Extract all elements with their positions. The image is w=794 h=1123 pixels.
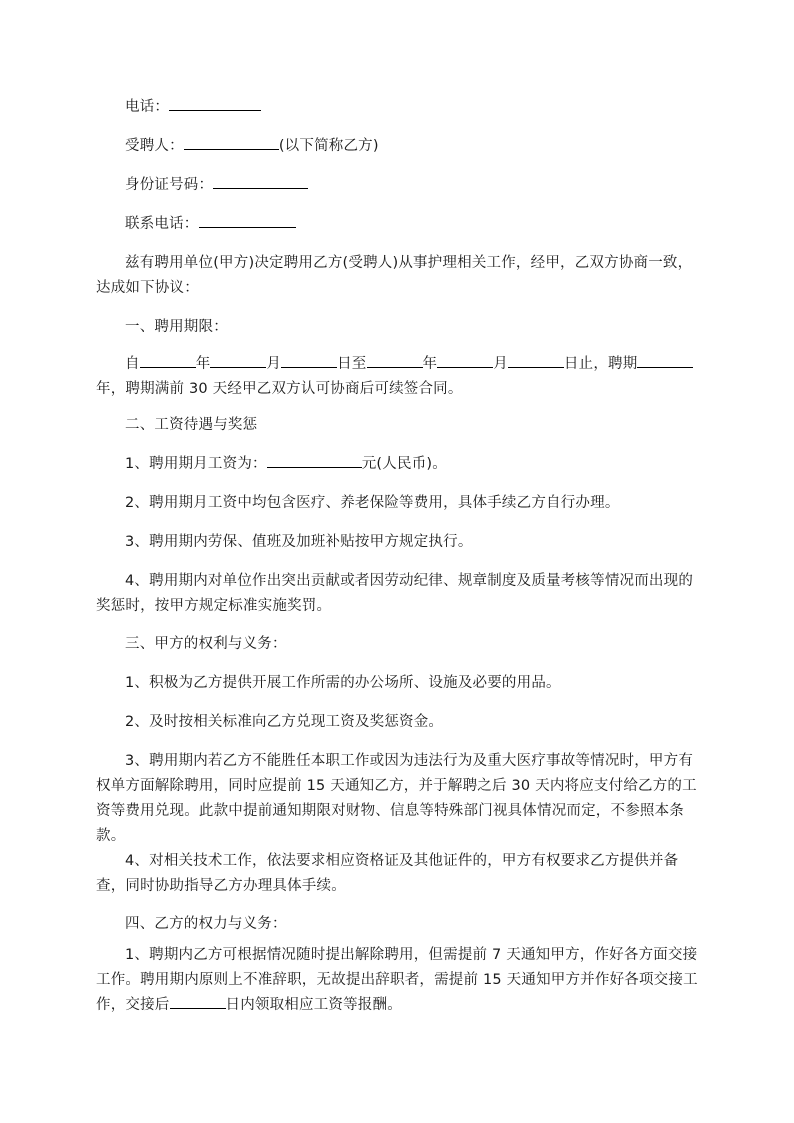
hiree-suffix: (以下简称乙方) bbox=[278, 138, 379, 154]
section2-heading: 二、工资待遇与奖惩 bbox=[125, 417, 258, 433]
section3-heading: 三、甲方的权利与义务： bbox=[125, 636, 287, 652]
section2-item2: 2、聘用期月工资中均包含医疗、养老保险等费用，具体手续乙方自行办理。 bbox=[125, 495, 620, 511]
contact-label: 联系电话： bbox=[125, 216, 199, 232]
salary-prefix: 1、聘用期月工资为： bbox=[125, 456, 267, 472]
phone-label: 电话： bbox=[125, 99, 170, 115]
from-text: 自 bbox=[125, 356, 140, 372]
month-text: 月 bbox=[493, 356, 508, 372]
start-month-blank bbox=[210, 353, 266, 368]
start-day-blank bbox=[281, 353, 337, 368]
section2-item3: 3、聘用期内劳保、值班及加班补贴按甲方规定执行。 bbox=[125, 534, 473, 550]
section1-period bbox=[96, 352, 701, 402]
hiree-label: 受聘人： bbox=[125, 138, 184, 154]
section4-item1 bbox=[96, 943, 701, 1018]
hiree-blank bbox=[184, 135, 279, 150]
day-end-text: 日止，聘期 bbox=[563, 356, 638, 372]
resign-suffix: 日内领取相应工资等报酬。 bbox=[225, 997, 402, 1013]
year-text: 年 bbox=[422, 356, 438, 372]
hiree-field-line bbox=[96, 134, 701, 159]
start-year-blank bbox=[140, 353, 196, 368]
section4-heading: 四、乙方的权力与义务： bbox=[125, 916, 287, 932]
salary-blank bbox=[267, 453, 362, 468]
phone-field-line bbox=[96, 95, 701, 120]
id-blank bbox=[213, 174, 308, 189]
intro-paragraph: 兹有聘用单位(甲方)决定聘用乙方(受聘人)从事护理相关工作，经甲，乙双方协商一致，达成如下协议： bbox=[96, 255, 693, 296]
section1-heading: 一、聘用期限： bbox=[125, 319, 228, 335]
section3-item4: 4、对相关技术工作，依法要求相应资格证及其他证件的，甲方有权要求乙方提供并备查，同时协助指导乙方办理具体手续。 bbox=[96, 853, 679, 894]
section3-item3: 3、聘用期内若乙方不能胜任本职工作或因为违法行为及重大医疗事故等情况时，甲方有权单方面解除聘用，同时应提前 15 天通知乙方，并于解聘之后 30 天内将应支付给乙方的工资等费用兑现。此款中提前通知期限对财物、信息等特殊部门视具体情况而定，不参照本条款。 bbox=[96, 753, 697, 844]
end-month-blank bbox=[437, 353, 493, 368]
period-year-blank bbox=[637, 353, 693, 368]
year-text: 年 bbox=[195, 356, 211, 372]
month-text: 月 bbox=[266, 356, 282, 372]
section2-item4: 4、聘用期内对单位作出突出贡献或者因劳动纪律、规章制度及质量考核等情况而出现的奖惩时，按甲方规定标准实施奖罚。 bbox=[96, 573, 694, 614]
end-year-blank bbox=[367, 353, 423, 368]
salary-suffix: 元(人民币)。 bbox=[361, 456, 447, 472]
id-field-line bbox=[96, 173, 701, 198]
end-day-blank bbox=[508, 353, 564, 368]
phone-blank bbox=[169, 96, 261, 111]
id-label: 身份证号码： bbox=[125, 177, 214, 193]
section3-item2: 2、及时按相关标准向乙方兑现工资及奖惩资金。 bbox=[125, 714, 444, 730]
section3-item1: 1、积极为乙方提供开展工作所需的办公场所、设施及必要的用品。 bbox=[125, 675, 561, 691]
resign-prefix: 1、聘期内乙方可根据情况随时提出解除聘用，但需提前 7 天通知甲方，作好各方面交接工作。聘用期内原则上不准辞职，无故提出辞职者，需提前 15 天通知甲方并作好各项交接工作，交接后 bbox=[96, 947, 698, 1013]
days-blank bbox=[170, 994, 226, 1009]
contact-blank bbox=[199, 213, 296, 228]
contact-field-line bbox=[96, 212, 701, 237]
section2-item1 bbox=[96, 452, 701, 477]
period-year-text: 年，聘期满前 30 天经甲乙双方认可协商后可续签合同。 bbox=[96, 381, 463, 397]
day-to-text: 日至 bbox=[337, 356, 367, 372]
